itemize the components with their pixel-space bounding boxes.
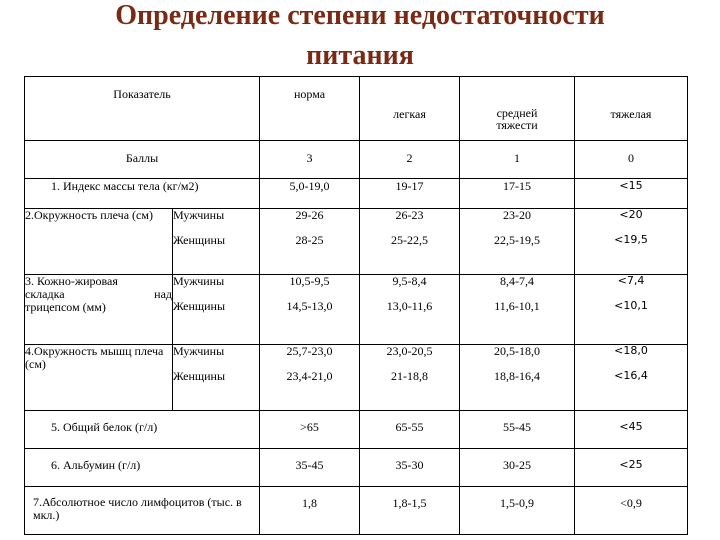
header-norm: норма (260, 77, 360, 141)
muscle-women-mild: 21-18,8 (391, 369, 428, 383)
protein-moderate: 55-45 (460, 411, 575, 449)
scores-moderate: 1 (460, 141, 575, 179)
muscle-women-label: Женщины (173, 369, 226, 383)
skinfold-women-mild: 13,0-11,6 (386, 299, 433, 313)
skinfold-severe (575, 275, 688, 345)
shoulder-women-label: Женщины (173, 233, 226, 247)
malnutrition-table (24, 76, 688, 535)
skinfold-women-norm: 14,5-13,0 (286, 299, 333, 313)
skinfold-men-moderate: 8,4-7,4 (500, 274, 534, 288)
muscle-moderate (460, 345, 575, 411)
albumin-moderate: 30-25 (460, 449, 575, 487)
skinfold-mild (360, 275, 460, 345)
lymph-norm: 1,8 (260, 487, 360, 535)
shoulder-mild (360, 209, 460, 275)
bmi-severe: <15 (575, 179, 688, 209)
table-row-skinfold (25, 275, 688, 345)
shoulder-label: 2.Окружность плеча (см) (25, 209, 173, 275)
protein-mild: 65-55 (360, 411, 460, 449)
table-row-scores (25, 141, 688, 179)
shoulder-women-severe: <19,5 (614, 233, 648, 246)
lymph-severe: <0,9 (575, 487, 688, 535)
skinfold-women-label: Женщины (173, 299, 226, 313)
lymph-moderate: 1,5-0,9 (460, 487, 575, 535)
skinfold-label-line1: 3. Кожно-жировая (25, 274, 118, 288)
table-row-shoulder (25, 209, 688, 275)
header-mild: легкая (360, 77, 460, 141)
scores-norm: 3 (260, 141, 360, 179)
muscle-men-severe: <18,0 (614, 344, 648, 357)
scores-mild: 2 (360, 141, 460, 179)
skinfold-women-moderate: 11,6-10,1 (494, 299, 540, 313)
shoulder-women-mild: 25-22,5 (391, 233, 428, 247)
skinfold-label (25, 275, 173, 345)
table-row-muscle (25, 345, 688, 411)
page-title: Определение степени недостаточности (115, 0, 605, 31)
muscle-women-severe: <16,4 (614, 369, 648, 382)
table-row-protein (25, 411, 688, 449)
table-header-row (25, 77, 688, 141)
page-title-line2: питания (306, 40, 414, 71)
muscle-severe (575, 345, 688, 411)
header-moderate-line2: тяжести (496, 118, 538, 132)
protein-severe: <45 (575, 411, 688, 449)
skinfold-men-mild: 9,5-8,4 (392, 274, 427, 288)
albumin-label: 6. Альбумин (г/л) (25, 449, 260, 487)
muscle-sex (173, 345, 260, 411)
lymph-label: 7.Абсолютное число лимфоцитов (тыс. в мкл.) (25, 487, 260, 535)
shoulder-men-norm: 29-26 (295, 208, 324, 222)
scores-severe: 0 (575, 141, 688, 179)
skinfold-men-norm: 10,5-9,5 (289, 274, 330, 288)
table-row-lymph (25, 487, 688, 535)
albumin-norm: 35-45 (260, 449, 360, 487)
muscle-men-moderate: 20,5-18,0 (494, 344, 540, 358)
muscle-mild (360, 345, 460, 411)
header-moderate-line1: средней (496, 106, 538, 120)
skinfold-norm (260, 275, 360, 345)
skinfold-label-line2: складка над (25, 287, 172, 302)
skinfold-men-label: Мужчины (173, 274, 225, 288)
bmi-mild: 19-17 (360, 179, 460, 209)
protein-norm: >65 (260, 411, 360, 449)
protein-label: 5. Общий белок (г/л) (25, 411, 260, 449)
muscle-men-norm: 25,7-23,0 (286, 344, 333, 358)
scores-label: Баллы (25, 141, 260, 179)
skinfold-women-severe: <10,1 (614, 299, 648, 312)
shoulder-men-severe: <20 (619, 208, 643, 221)
skinfold-sex (173, 275, 260, 345)
bmi-norm: 5,0-19,0 (260, 179, 360, 209)
shoulder-women-moderate: 22,5-19,5 (494, 233, 540, 247)
shoulder-men-label: Мужчины (173, 208, 225, 222)
albumin-mild: 35-30 (360, 449, 460, 487)
shoulder-moderate (460, 209, 575, 275)
skinfold-men-severe: <7,4 (617, 274, 645, 287)
shoulder-women-norm: 28-25 (295, 233, 324, 247)
shoulder-men-moderate: 23-20 (503, 208, 531, 222)
shoulder-men-mild: 26-23 (395, 208, 424, 222)
lymph-mild: 1,8-1,5 (360, 487, 460, 535)
table-row-albumin (25, 449, 688, 487)
muscle-label: 4.Окружность мышц плеча (см) (25, 345, 173, 411)
albumin-severe: <25 (575, 449, 688, 487)
muscle-men-label: Мужчины (173, 344, 225, 358)
skinfold-moderate (460, 275, 575, 345)
bmi-moderate: 17-15 (460, 179, 575, 209)
shoulder-severe (575, 209, 688, 275)
shoulder-sex (173, 209, 260, 275)
header-indicator: Показатель (25, 77, 260, 141)
shoulder-norm (260, 209, 360, 275)
muscle-norm (260, 345, 360, 411)
skinfold-label-line3: трицепсом (мм) (25, 300, 106, 315)
muscle-men-mild: 23,0-20,5 (386, 344, 433, 358)
bmi-label: 1. Индекс массы тела (кг/м2) (25, 179, 260, 209)
muscle-women-norm: 23,4-21,0 (286, 369, 333, 383)
muscle-women-moderate: 18,8-16,4 (494, 369, 540, 383)
header-moderate (460, 77, 575, 141)
table-row-bmi (25, 179, 688, 209)
header-severe: тяжелая (575, 77, 688, 141)
